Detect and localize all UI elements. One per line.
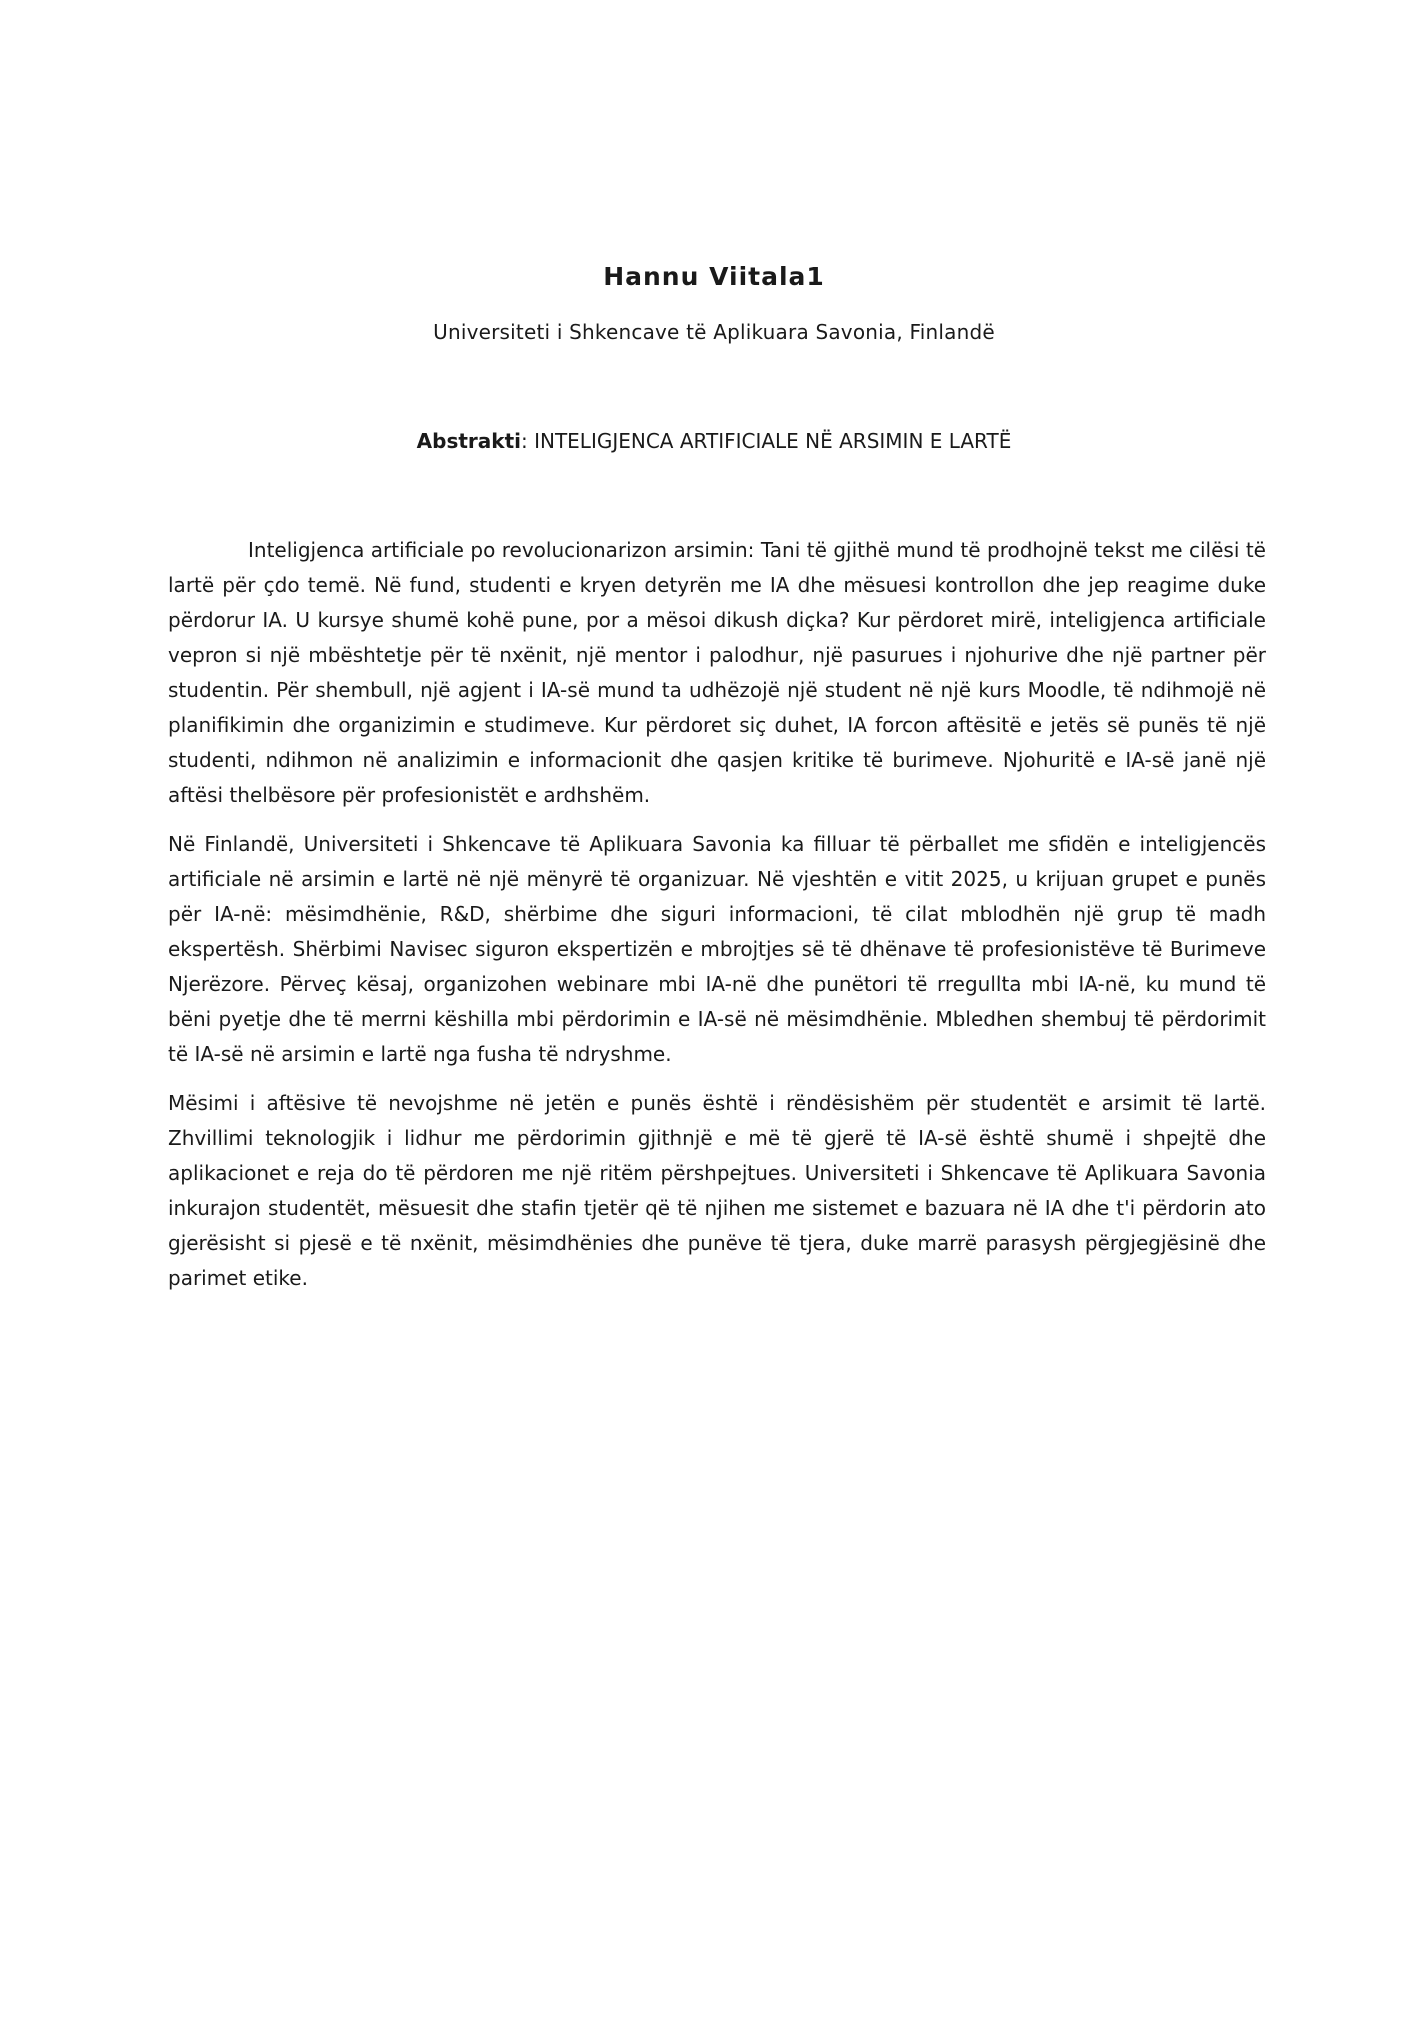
body-paragraph-1: Inteligjenca artificiale po revolucionarizon arsimin: Tani të gjithë mund të prodhojnë tekst me cilësi të lartë për çdo temë. Në fund, studenti e kryen detyrën me IA dhe mësuesi kontrollon dhe jep reagime duke përdorur IA. U kursye shumë kohë pune, por a mësoi dikush diçka? Kur përdoret mirë, inteligjenca artificiale vepron si një mbështetje për të nxënit, një mentor i palodhur, një pasurues i njohurive dhe një partner për studentin. Për shembull, një agjent i IA-së mund ta udhëzojë një student në një kurs Moodle, të ndihmojë në planifikimin dhe organizimin e studimeve. Kur përdoret siç duhet, IA forcon aftësitë e jetës së punës të një studenti, ndihmon në analizimin e informacionit dhe qasjen kritike të burimeve. Njohuritë e IA-së janë një aftësi thelbësore për profesionistët e ardhshëm. (168, 538, 1266, 807)
abstract-title: : INTELIGJENCA ARTIFICIALE NË ARSIMIN E LARTË (521, 429, 1012, 453)
author-affiliation: Universiteti i Shkencave të Aplikuara Savonia, Finlandë (433, 320, 995, 344)
body-paragraph-2: Në Finlandë, Universiteti i Shkencave të Aplikuara Savonia ka filluar të përballet me sfidën e inteligjencës artificiale në arsimin e lartë në një mënyrë të organizuar. Në vjeshtën e vitit 2025, u krijuan grupet e punës për IA-në: mësimdhënie, R&D, shërbime dhe siguri informacioni, të cilat mblodhën një grup të madh ekspertësh. Shërbimi Navisec siguron ekspertizën e mbrojtjes së të dhënave të profesionistëve të Burimeve Njerëzore. Përveç kësaj, organizohen webinare mbi IA-në dhe punëtori të rregullta mbi IA-në, ku mund të bëni pyetje dhe të merrni këshilla mbi përdorimin e IA-së në mësimdhënie. Mbledhen shembuj të përdorimit të IA-së në arsimin e lartë nga fusha të ndryshme. (168, 832, 1266, 1066)
abstract-heading (0, 429, 1428, 453)
abstract-label: Abstrakti (416, 429, 521, 453)
body-paragraph-3: Mësimi i aftësive të nevojshme në jetën e punës është i rëndësishëm për studentët e arsimit të lartë. Zhvillimi teknologjik i lidhur me përdorimin gjithnjë e më të gjerë të IA-së është shumë i shpejtë dhe aplikacionet e reja do të përdoren me një ritëm përshpejtues. Universiteti i Shkencave të Aplikuara Savonia inkurajon studentët, mësuesit dhe stafin tjetër që të njihen me sistemet e bazuara në IA dhe t'i përdorin ato gjerësisht si pjesë e të nxënit, mësimdhënies dhe punëve të tjera, duke marrë parasysh përgjegjësinë dhe parimet etike. (168, 1091, 1266, 1290)
abstract-body (168, 533, 1266, 1310)
author-name: Hannu Viitala1 (603, 262, 825, 291)
